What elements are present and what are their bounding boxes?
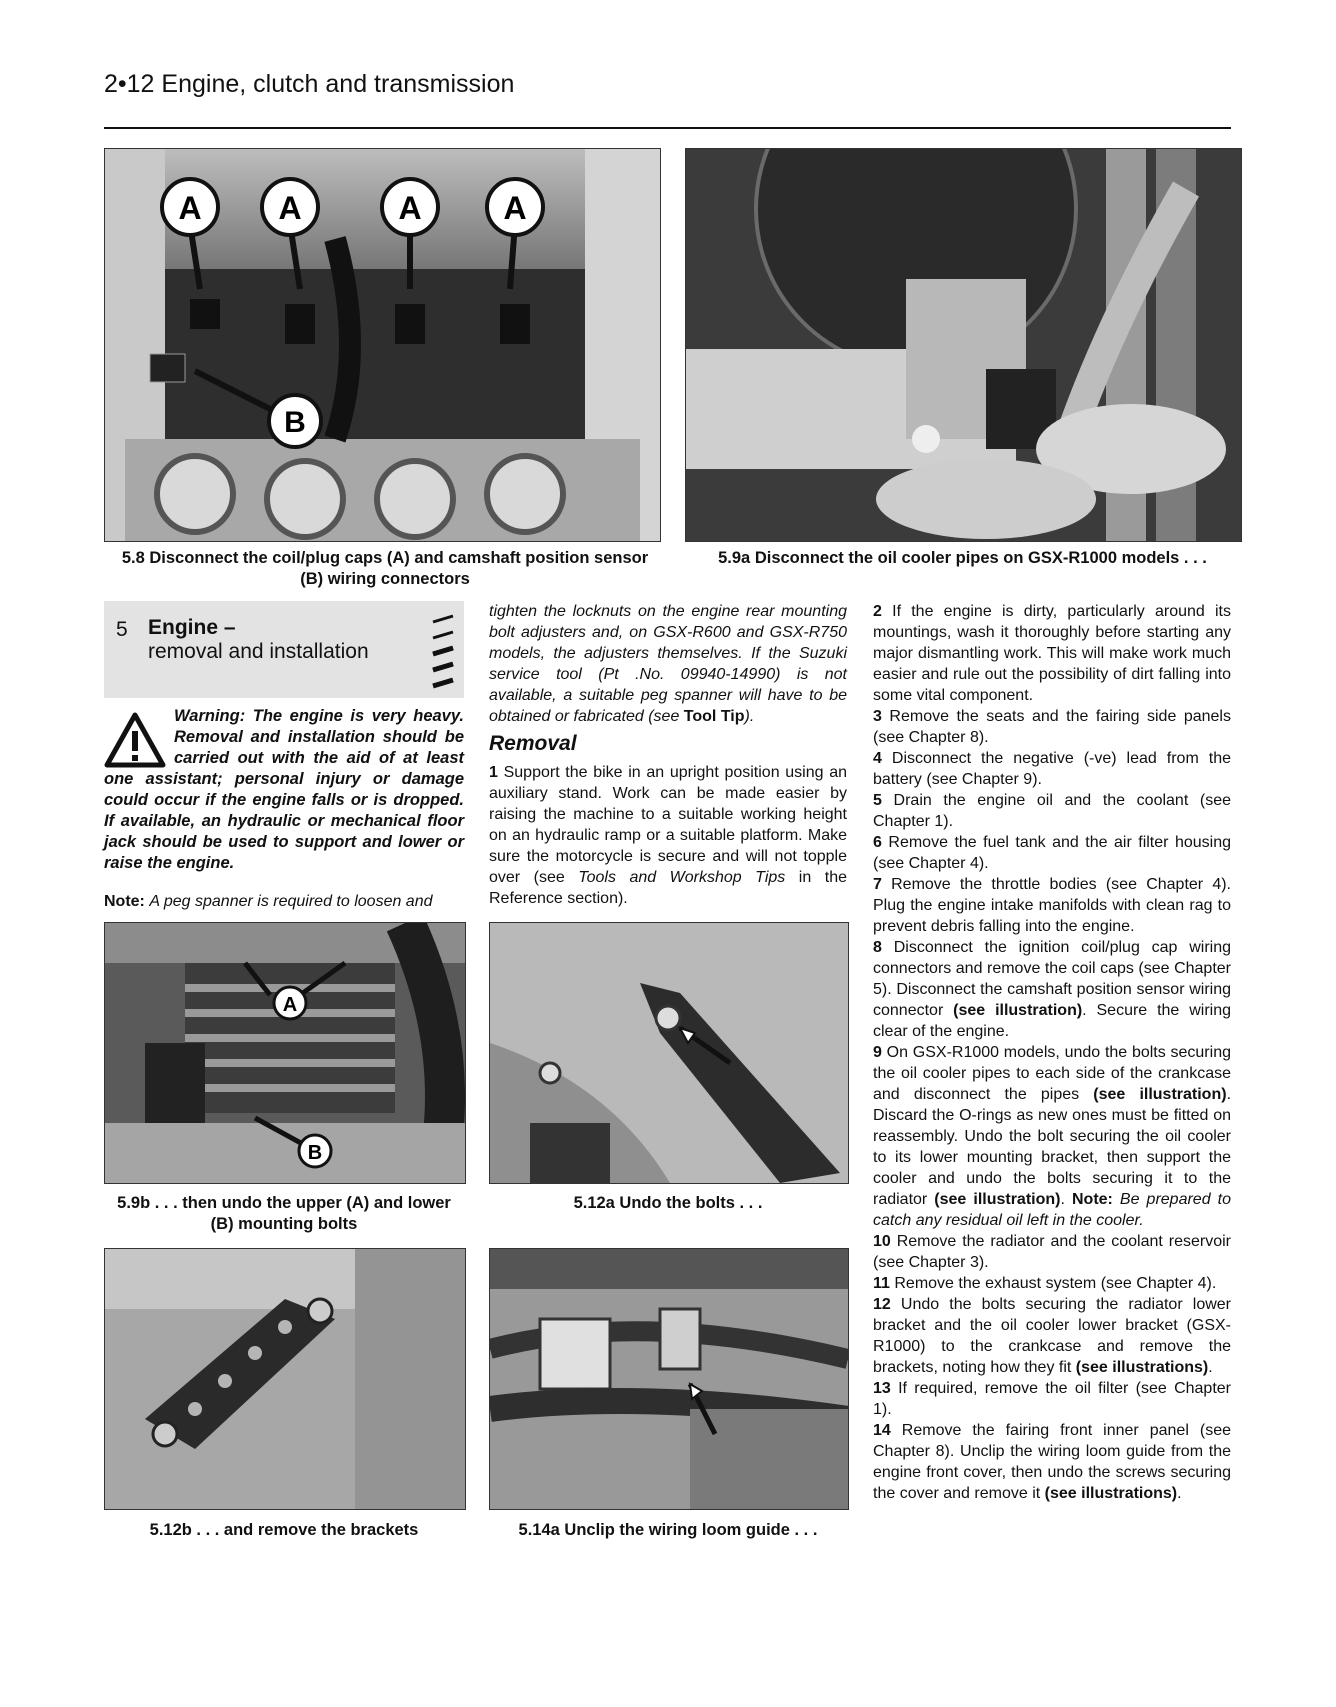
photo-fig-5-8: [104, 148, 661, 542]
step-text-end: in the Reference section).: [489, 869, 848, 907]
step-12: 12 Undo the bolts securing the radiator lower bracket and the oil cooler lower bracket (GSX-R1000) to the crankcase and remove the brackets, noting how they fit (see illustrations).: [873, 1296, 1231, 1376]
section-subtitle: removal and installation: [148, 640, 369, 663]
middle-column-step-1: [489, 762, 847, 909]
step-7: 7 Remove the throttle bodies (see Chapter 4). Plug the engine intake manifolds with clean rag to prevent debris falling into the engine.: [873, 876, 1231, 935]
step-5: 5 Drain the engine oil and the coolant (see Chapter 1).: [873, 792, 1231, 830]
step-13: 13 If required, remove the oil filter (see Chapter 1).: [873, 1380, 1232, 1418]
photo-fig-5-9b: [104, 922, 466, 1184]
warning-text: Warning: The engine is very heavy. Removal and installation should be carried out with the aid of at least one assistant; personal injury or damage could occur if the engine falls or is dropped. If available, an hydraulic or mechanical floor jack should be used to support and lower or raise the engine.: [104, 707, 464, 872]
svg-text:A: A: [398, 190, 422, 226]
note-paragraph: [104, 891, 464, 912]
caption-fig-5-9a: 5.9a Disconnect the oil cooler pipes on GSX-R1000 models . . .: [718, 549, 1207, 567]
svg-text:B: B: [284, 406, 306, 439]
step-11: 11 Remove the exhaust system (see Chapter 4).: [873, 1275, 1217, 1292]
step-4: 4 Disconnect the negative (-ve) lead from the battery (see Chapter 9).: [873, 750, 1231, 788]
caption-fig-5-12b: 5.12b . . . and remove the brackets: [149, 1521, 419, 1539]
step-14: 14 Remove the fairing front inner panel (see Chapter 8). Unclip the wiring loom guide from the engine front cover, then undo the screws securing the cover and remove it (see illustrations).: [873, 1422, 1232, 1502]
step-10: 10 Remove the radiator and the coolant reservoir (see Chapter 3).: [873, 1233, 1231, 1271]
page-header-title: 2•12 Engine, clutch and transmission: [104, 70, 515, 98]
caption-fig-5-9b: 5.9b . . . then undo the upper (A) and lower (B) mounting bolts: [117, 1194, 451, 1233]
right-column-steps: [873, 601, 1231, 1504]
callout-b-marker: [269, 395, 321, 447]
step-3: 3 Remove the seats and the fairing side panels (see Chapter 8).: [873, 708, 1231, 746]
photo-fig-5-12a: [489, 922, 849, 1184]
svg-text:A: A: [178, 190, 202, 226]
middle-column-intro: [489, 601, 847, 727]
section-number: 5: [116, 618, 128, 641]
caption-fig-5-14a: 5.14a Unclip the wiring loom guide . . .: [518, 1521, 818, 1539]
step-6: 6 Remove the fuel tank and the air filter housing (see Chapter 4).: [873, 834, 1231, 872]
step-number: 1: [489, 764, 498, 781]
bracket-bolts-photo: [490, 923, 848, 1183]
callout-a-label: A: [282, 994, 298, 1016]
step-8: 8 Disconnect the ignition coil/plug cap wiring connectors and remove the coil caps (see Chapter 5). Disconnect the camshaft position sensor wiring connector (see illustration). Secure the wiring clear of the engine.: [873, 939, 1232, 1040]
section-title: Engine –: [148, 616, 236, 639]
caption-fig-5-12a: 5.12a Undo the bolts . . .: [573, 1194, 763, 1212]
intro-italic-text: tighten the locknuts on the engine rear mounting bolt adjusters and, on GSX-R600 and GSX-R750 models, the adjusters themselves. If the Suzuki service tool (Pt .No. 09940-14990) is not available, a suitable peg spanner will have to be obtained or fabricated (see: [489, 603, 847, 725]
wiring-loom-guide-photo: [490, 1249, 848, 1509]
intro-end: ).: [744, 708, 755, 725]
step-ref-italic: Tools and Workshop Tips: [578, 869, 786, 886]
svg-text:A: A: [278, 190, 302, 226]
step-text: Support the bike in an upright position using an auxiliary stand. Work can be made easier by raising the machine to a suitable working height on an hydraulic ramp or a suitable platform. Make sure the motorcycle is secure and will not topple over (see: [489, 764, 848, 886]
removal-heading: Removal: [489, 732, 577, 755]
callout-b-label: B: [307, 1142, 323, 1164]
oil-cooler-bolts-photo: [105, 923, 465, 1183]
engine-top-photo: [105, 149, 660, 541]
photo-fig-5-14a: [489, 1248, 849, 1510]
step-9: 9 On GSX-R1000 models, undo the bolts securing the oil cooler pipes to each side of the crankcase and disconnect the pipes (see illustration). Discard the O-rings as new ones must be fitted on reassembly. Undo the bolt securing the oil cooler to its lower mounting bracket, then support the cooler and undo the bolts securing it to the radiator (see illustration). Note: Be prepared to catch any residual oil left in the cooler.: [873, 1044, 1232, 1229]
header-rule: [104, 127, 1231, 129]
note-label: Note:: [104, 893, 145, 910]
note-text: A peg spanner is required to loosen and: [149, 893, 433, 910]
svg-text:A: A: [503, 190, 527, 226]
caption-fig-5-8: 5.8 Disconnect the coil/plug caps (A) and camshaft position sensor (B) wiring connectors: [121, 549, 649, 588]
photo-fig-5-9a: [685, 148, 1242, 542]
oil-cooler-pipes-photo: [686, 149, 1241, 541]
spanner-difficulty-icon: [428, 612, 458, 692]
step-2: 2 If the engine is dirty, particularly around its mountings, wash it thoroughly before starting any major dismantling work. This will make work much easier and rule out the possibility of dirt falling into some vital component.: [873, 603, 1231, 704]
tool-tip-ref: Tool Tip: [683, 708, 745, 725]
photo-fig-5-12b: [104, 1248, 466, 1510]
removed-bracket-photo: [105, 1249, 465, 1509]
